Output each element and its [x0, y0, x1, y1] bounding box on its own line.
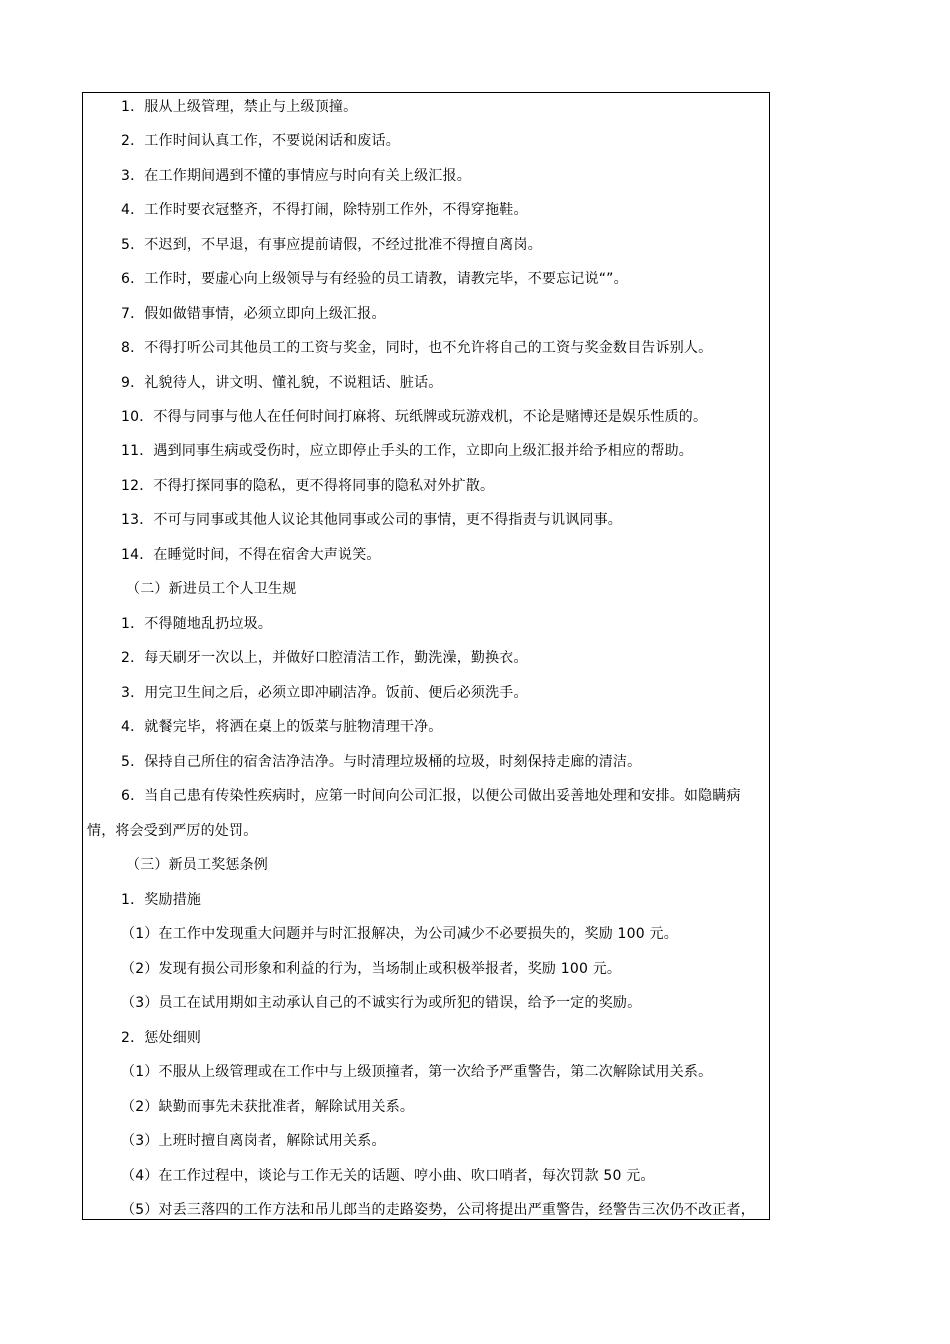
rule-line-4: 4．工作时要衣冠整齐，不得打闹，除特别工作外，不得穿拖鞋。 [121, 202, 528, 218]
penalty-item-1: （1）不服从上级管理或在工作中与上级顶撞者，第一次给予严重警告，第二次解除试用关系。 [121, 1064, 713, 1080]
reward-item-2: （2）发现有损公司形象和利益的行为，当场制止或积极举报者，奖励 100 元。 [121, 961, 622, 977]
hygiene-line-6: 6．当自己患有传染性疾病时，应第一时间向公司汇报，以便公司做出妥善地处理和安排。如隐瞒病 [121, 788, 741, 804]
hygiene-line-5: 5．保持自己所住的宿舍洁净洁净。与时清理垃圾桶的垃圾，时刻保持走廊的清洁。 [121, 754, 642, 770]
rule-line-13: 13．不可与同事或其他人议论其他同事或公司的事情，更不得指责与讥讽同事。 [121, 512, 623, 528]
hygiene-line-1: 1．不得随地乱扔垃圾。 [121, 616, 273, 632]
rule-line-12: 12．不得打探同事的隐私，更不得将同事的隐私对外扩散。 [121, 478, 495, 494]
subheading-penalties: 2．惩处细则 [121, 1030, 202, 1046]
subheading-rewards: 1．奖励措施 [121, 892, 202, 908]
section-heading-rewards: （三）新员工奖惩条例 [126, 857, 268, 873]
penalty-item-4: （4）在工作过程中，谈论与工作无关的话题、哼小曲、吹口哨者，每次罚款 50 元。 [121, 1168, 655, 1184]
rule-line-3: 3．在工作期间遇到不懂的事情应与时向有关上级汇报。 [121, 168, 471, 184]
penalty-item-5: （5）对丢三落四的工作方法和吊儿郎当的走路姿势，公司将提出严重警告，经警告三次仍不改正者， [121, 1202, 755, 1218]
rule-line-11: 11．遇到同事生病或受伤时，应立即停止手头的工作，立即向上级汇报并给予相应的帮助。 [121, 443, 694, 459]
hygiene-line-6-continued: 情，将会受到严厉的处罚。 [87, 823, 258, 839]
section-heading-hygiene: （二）新进员工个人卫生规 [126, 581, 297, 597]
rule-line-5: 5．不迟到，不早退，有事应提前请假，不经过批准不得擅自离岗。 [121, 237, 542, 253]
penalty-item-2: （2）缺勤而事先未获批准者，解除试用关系。 [121, 1099, 415, 1115]
rule-line-14: 14．在睡觉时间，不得在宿舍大声说笑。 [121, 547, 381, 563]
rule-line-8: 8．不得打听公司其他员工的工资与奖金，同时，也不允许将自己的工资与奖金数目告诉别人。 [121, 340, 713, 356]
hygiene-line-2: 2．每天刷牙一次以上，并做好口腔清洁工作，勤洗澡，勤换衣。 [121, 650, 528, 666]
hygiene-line-4: 4．就餐完毕，将洒在桌上的饭菜与脏物清理干净。 [121, 719, 443, 735]
rule-line-10: 10．不得与同事与他人在任何时间打麻将、玩纸牌或玩游戏机，不论是赌博还是娱乐性质的。 [121, 409, 708, 425]
rule-line-9: 9．礼貌待人，讲文明、懂礼貌，不说粗话、脏话。 [121, 375, 443, 391]
rule-line-2: 2．工作时间认真工作，不要说闲话和废话。 [121, 133, 400, 149]
hygiene-line-3: 3．用完卫生间之后，必须立即冲刷洁净。饭前、便后必须洗手。 [121, 685, 528, 701]
reward-item-1: （1）在工作中发现重大问题并与时汇报解决，为公司减少不必要损失的，奖励 100 元。 [121, 926, 678, 942]
rule-line-6: 6．工作时，要虚心向上级领导与有经验的员工请教，请教完毕，不要忘记说“”。 [121, 271, 628, 287]
rule-line-7: 7．假如做错事情，必须立即向上级汇报。 [121, 306, 386, 322]
reward-item-3: （3）员工在试用期如主动承认自己的不诚实行为或所犯的错误，给予一定的奖励。 [121, 995, 642, 1011]
penalty-item-3: （3）上班时擅自离岗者，解除试用关系。 [121, 1133, 386, 1149]
rule-line-1: 1．服从上级管理，禁止与上级顶撞。 [121, 99, 358, 115]
document-frame [82, 92, 770, 1220]
